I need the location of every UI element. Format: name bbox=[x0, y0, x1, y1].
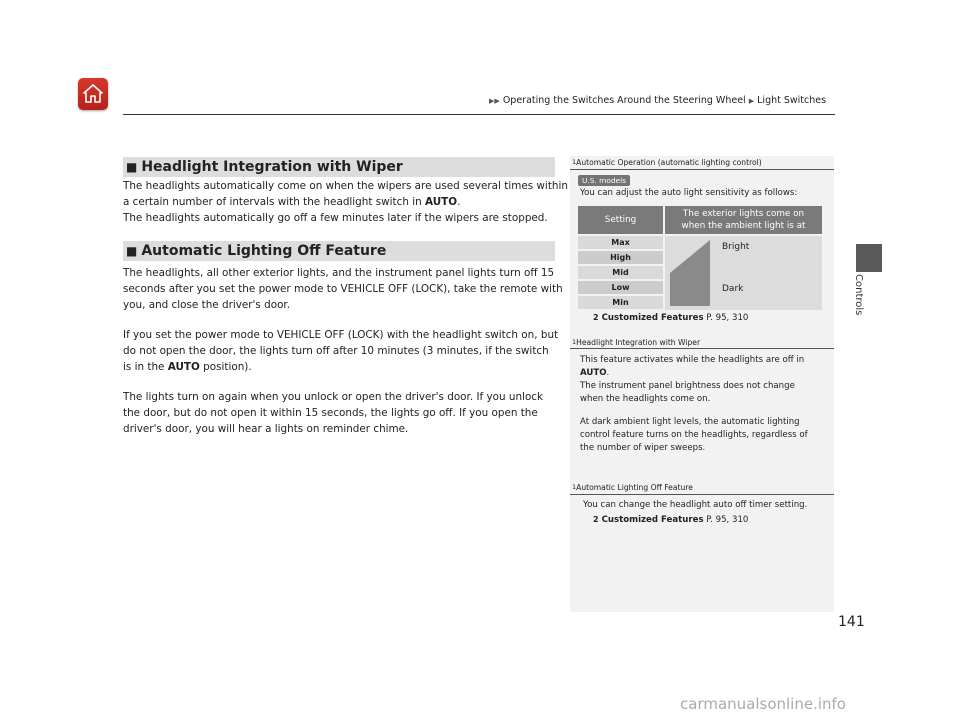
note-title-automatic-operation: 1Automatic Operation (automatic lighting control) bbox=[572, 158, 762, 167]
setting-level-min: Min bbox=[578, 296, 663, 309]
note-divider bbox=[570, 494, 834, 495]
xref-arrow-icon: 2 bbox=[593, 313, 599, 322]
breadcrumb bbox=[489, 95, 826, 106]
xref-arrow-icon: 2 bbox=[593, 515, 599, 524]
section-heading-headlight-integration: ■ Headlight Integration with Wiper bbox=[123, 157, 555, 177]
breadcrumb-arrow-icon: ▶ bbox=[748, 97, 755, 105]
bright-label: Bright bbox=[722, 242, 750, 252]
home-icon bbox=[82, 83, 104, 105]
us-models-badge: U.S. models bbox=[578, 175, 630, 186]
note-text: You can adjust the auto light sensitivity as follows: bbox=[580, 188, 798, 198]
ambient-light-gradient bbox=[665, 236, 822, 310]
section-headlight-integration-body: The headlights automatically come on when the wipers are used several times within a certain number of intervals with the headlight switch in AUTO. The headlights automatically go off a few minutes later if the wipers are stopped. bbox=[123, 180, 568, 224]
square-bullet-icon: ■ bbox=[126, 244, 138, 258]
square-bullet-icon: ■ bbox=[126, 160, 138, 174]
xref-customized-features[interactable]: 2 Customized Features P. 95, 310 bbox=[593, 515, 749, 525]
note-headlight-integration-text: This feature activates while the headlights are off in AUTO. The instrument panel brightness does not change when the headlights come on. At dark ambient light levels, the automatic lighting control feature turns on the headlights, regardless of the number of wiper sweeps. bbox=[580, 355, 808, 453]
home-button[interactable] bbox=[78, 78, 108, 110]
breadcrumb-item-light-switches[interactable]: Light Switches bbox=[757, 95, 827, 106]
note-title-auto-lighting-off: 1Automatic Lighting Off Feature bbox=[572, 483, 693, 492]
side-tab-marker bbox=[856, 244, 882, 272]
header-divider bbox=[123, 114, 835, 115]
note-divider bbox=[570, 169, 834, 170]
setting-level-low: Low bbox=[578, 281, 663, 294]
table-header-setting: Setting bbox=[578, 206, 663, 234]
section-auto-lighting-off-body: The headlights, all other exterior lights, and the instrument panel lights turn off 15 seconds after you set the power mode to VEHICLE OFF (LOCK), take the remote with you, and close the driver's door. If you set the power mode to VEHICLE OFF (LOCK) with the headlight switch on, but do not open the door, the lights turn off after 10 minutes (3 minutes, if the switch is in the AUTO position). The lights turn on again when you unlock or open the driver's door. If you unlock the door, but do not open it within 15 seconds, the lights go off. If you open the driver's door, you will hear a lights on reminder chime. bbox=[123, 267, 563, 435]
breadcrumb-item-operating-switches[interactable]: Operating the Switches Around the Steering Wheel bbox=[502, 95, 746, 106]
note-divider bbox=[570, 348, 834, 349]
table-header-ambient: The exterior lights come on when the ambient light is at bbox=[665, 206, 822, 234]
setting-level-max: Max bbox=[578, 236, 663, 249]
setting-level-mid: Mid bbox=[578, 266, 663, 279]
note-title-headlight-integration: 1Headlight Integration with Wiper bbox=[572, 338, 701, 347]
note-auto-lighting-off-text: You can change the headlight auto off timer setting. bbox=[583, 500, 808, 510]
watermark: carmanualsonline.info bbox=[680, 695, 846, 713]
setting-level-high: High bbox=[578, 251, 663, 264]
dark-label: Dark bbox=[722, 284, 744, 294]
breadcrumb-arrow-icon: ▶▶ bbox=[489, 97, 500, 105]
page-number: 141 bbox=[838, 614, 865, 630]
xref-customized-features[interactable]: 2 Customized Features P. 95, 310 bbox=[593, 313, 749, 323]
section-heading-auto-lighting-off: ■ Automatic Lighting Off Feature bbox=[123, 241, 555, 261]
light-wedge-icon bbox=[670, 240, 710, 306]
side-tab-label[interactable]: Controls bbox=[853, 274, 864, 316]
